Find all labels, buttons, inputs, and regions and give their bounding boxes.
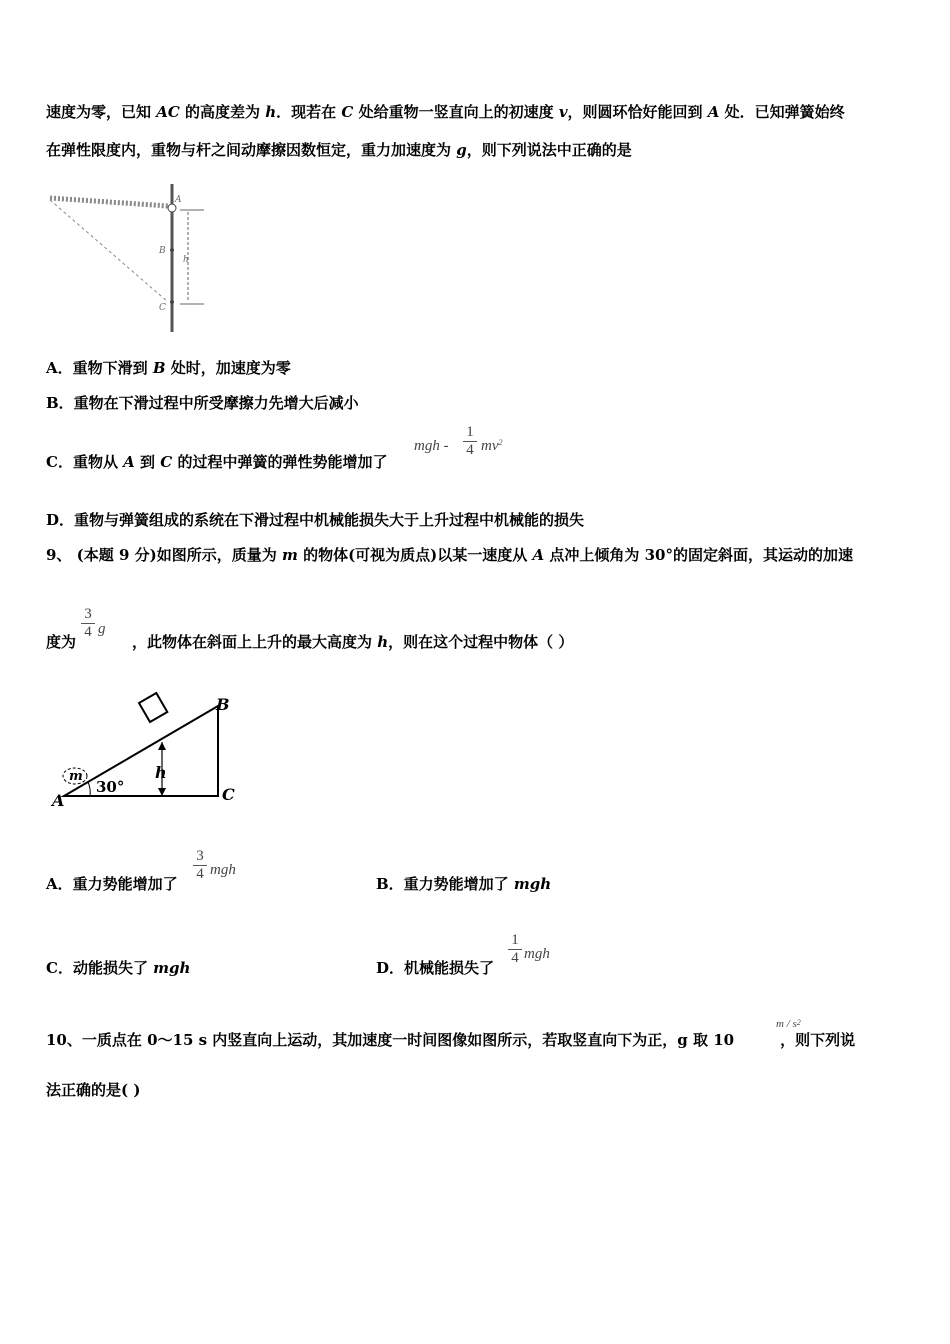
q9-accel-fraction: 3 4 bbox=[80, 606, 96, 641]
q9a-fraction: 3 4 bbox=[192, 848, 208, 883]
fig8-label-C: C bbox=[159, 303, 166, 313]
q8-option-d: D．重物与弹簧组成的系统在下滑过程中机械能损失大于上升过程中机械能的损失 bbox=[46, 511, 585, 529]
q8-option-b: B．重物在下滑过程中所受摩擦力先增大后减小 bbox=[46, 394, 359, 412]
fig8-label-A: A bbox=[175, 195, 182, 205]
q9-line1: 9、 (本题 9 分)如图所示，质量为 m 的物体(可视为质点)以某一速度从 A 点冲上倾角为 30°的固定斜面，其运动的加速 bbox=[46, 546, 853, 564]
fig9-label-A: A bbox=[52, 791, 65, 810]
q9-figure-incline bbox=[50, 692, 250, 812]
q8-option-a: A．重物下滑到 B 处时，加速度为零 bbox=[46, 359, 291, 377]
fig9-label-B: B bbox=[216, 695, 230, 714]
q8-option-c: C．重物从 A 到 C 的过程中弹簧的弹性势能增加了 bbox=[46, 453, 388, 471]
q9-line2: 度为 ，此物体在斜面上上升的最大高度为 h，则在这个过程中物体（ ） bbox=[46, 633, 574, 651]
q9-option-c: C．动能损失了 mgh bbox=[46, 959, 191, 977]
q9-option-a: A．重力势能增加了 bbox=[46, 875, 178, 893]
q8c-expr-left: mgh - bbox=[414, 438, 449, 454]
q10-line2: 法正确的是( ) bbox=[46, 1081, 141, 1099]
q10-unit: m / $s^2$ bbox=[776, 1018, 801, 1030]
q8-figure-spring-rod bbox=[44, 180, 214, 340]
fig9-label-C: C bbox=[222, 785, 235, 804]
q8c-fraction: 1 4 bbox=[462, 424, 478, 459]
q9d-fraction: 1 4 bbox=[507, 932, 523, 967]
fig8-label-B: B bbox=[159, 246, 166, 256]
q8-line1: 速度为零，已知 AC 的高度差为 h．现若在 C 处给重物一竖直向上的初速度 v，则圆环恰好能回到 A 处．已知弹簧始终 bbox=[46, 103, 845, 121]
fig8-label-h: h bbox=[183, 255, 189, 265]
q9-option-d: D．机械能损失了 bbox=[376, 959, 495, 977]
q8c-expr-right: $mv^2$ bbox=[481, 438, 503, 454]
q9d-expr: mgh bbox=[524, 946, 550, 962]
q9-option-b: B．重力势能增加了 mgh bbox=[376, 875, 552, 893]
q9a-expr: mgh bbox=[210, 862, 236, 878]
fig9-label-h: h bbox=[155, 763, 167, 782]
fig9-label-m: m bbox=[69, 769, 83, 784]
q8-line2: 在弹性限度内，重物与杆之间动摩擦因数恒定，重力加速度为 g，则下列说法中正确的是 bbox=[46, 141, 632, 159]
q10-line1: 10、一质点在 0～15 s 内竖直向上运动，其加速度一时间图像如图所示，若取竖直向下为正，g 取 10 ，则下列说 bbox=[46, 1031, 856, 1049]
q9-accel-g: g bbox=[98, 621, 106, 637]
fig9-angle-label: 30° bbox=[96, 778, 125, 796]
